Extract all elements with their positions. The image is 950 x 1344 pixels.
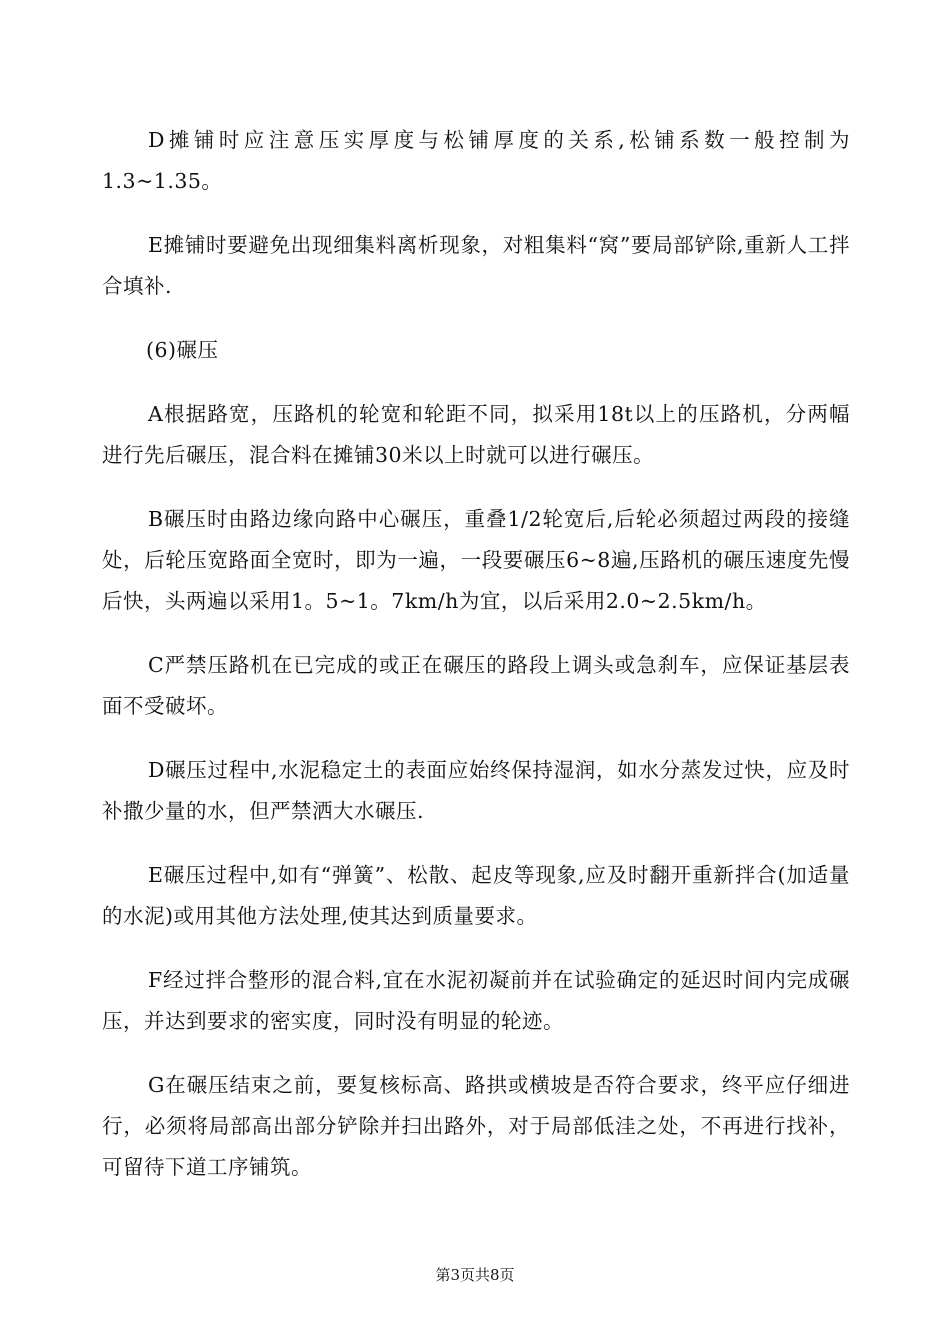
paragraph-f-rolling: F经过拌合整形的混合料,宜在水泥初凝前并在试验确定的延迟时间内完成碾压，并达到要求的密实度，同时没有明显的轮迹。 xyxy=(102,968,850,1033)
paragraph-d-rolling: D碾压过程中,水泥稳定土的表面应始终保持湿润，如水分蒸发过快，应及时补撒少量的水，但严禁洒大水碾压. xyxy=(102,758,850,823)
paragraph-e-spreading: E摊铺时要避免出现细集料离析现象，对粗集料“窝”要局部铲除,重新人工拌合填补. xyxy=(102,233,850,298)
paragraph-a-rolling: A根据路宽，压路机的轮宽和轮距不同，拟采用18t以上的压路机，分两幅进行先后碾压，混合料在摊铺30米以上时就可以进行碾压。 xyxy=(102,402,850,467)
paragraph-e-rolling: E碾压过程中,如有“弹簧”、松散、起皮等现象,应及时翻开重新拌合(加适量的水泥)或用其他方法处理,使其达到质量要求。 xyxy=(102,863,850,928)
page-number-footer: 第3页共8页 xyxy=(435,1266,515,1284)
document-body xyxy=(102,120,850,1188)
paragraph-d-spreading: D摊铺时应注意压实厚度与松铺厚度的关系,松铺系数一般控制为1.3~1.35。 xyxy=(102,128,850,193)
paragraph-c-rolling: C严禁压路机在已完成的或正在碾压的路段上调头或急刹车，应保证基层表面不受破坏。 xyxy=(102,653,850,718)
paragraph-g-rolling: G在碾压结束之前，要复核标高、路拱或横坡是否符合要求，终平应仔细进行，必须将局部高出部分铲除并扫出路外，对于局部低洼之处，不再进行找补，可留待下道工序铺筑。 xyxy=(102,1073,850,1179)
section-heading-rolling: (6)碾压 xyxy=(146,338,219,362)
paragraph-b-rolling: B碾压时由路边缘向路中心碾压，重叠1/2轮宽后,后轮必须超过两段的接缝处，后轮压宽路面全宽时，即为一遍，一段要碾压6~8遍,压路机的碾压速度先慢后快，头两遍以采用1。5~1。7km/h为宜，以后采用2.0~2.5km/h。 xyxy=(102,507,850,613)
